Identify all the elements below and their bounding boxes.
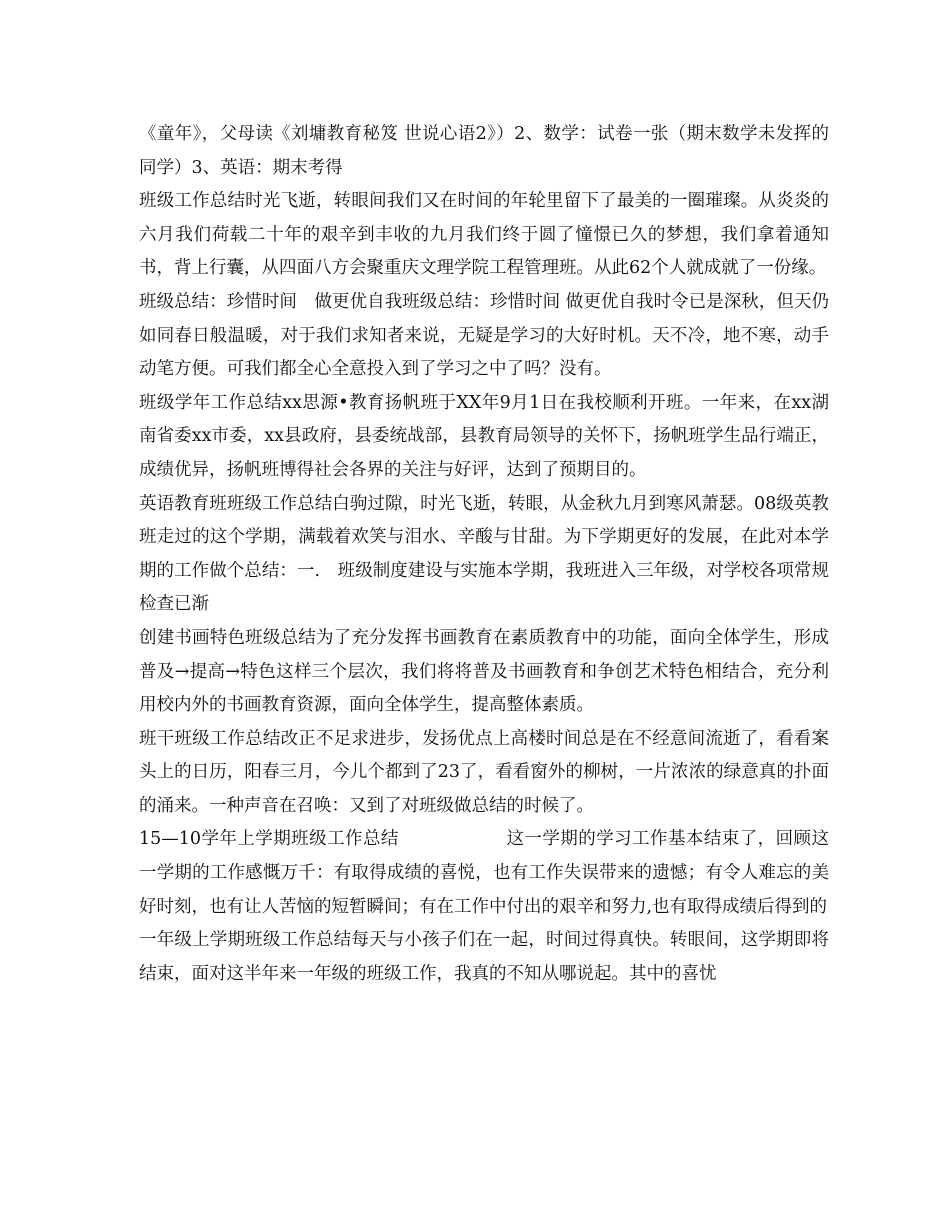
paragraph: 创建书画特色班级总结为了充分发挥书画教育在素质教育中的功能，面向全体学生，形成普及→提高→特色这样三个层次，我们将将普及书画教育和争创艺术特色相结合，充分利用校内外的书画教育资源，面向全体学生，提高整体素质。: [139, 627, 829, 716]
paragraph: 班级总结：珍惜时间 做更优自我班级总结：珍惜时间 做更优自我时令已是深秋，但天仍如同春日般温暖，对于我们求知者来说，无疑是学习的大好时机。天不冷，地不寒，动手动笔方便。可我们都全心全意投入到了学习之中了吗？没有。: [139, 291, 829, 380]
paragraph: 班干班级工作总结改正不足求进步，发扬优点上高楼时间总是在不经意间流逝了，看看案头上的日历，阳春三月，今儿个都到了23了，看看窗外的柳树，一片浓浓的绿意真的扑面的涌来。一种声音在召唤：又到了对班级做总结的时候了。: [139, 728, 829, 816]
paragraph: 15—10学年上学期班级工作总结 这一学期的学习工作基本结束了，回顾这一学期的工作感慨万千：有取得成绩的喜悦，也有工作失误带来的遗憾；有令人难忘的美好时刻，也有让人苦恼的短暂瞬间；有在工作中付出的艰辛和努力,也有取得成绩后得到的: [139, 829, 829, 917]
paragraph: 英语教育班班级工作总结白驹过隙，时光飞逝，转眼，从金秋九月到寒风萧瑟。08级英教班走过的这个学期，满载着欢笑与泪水、辛酸与甘甜。为下学期更好的发展，在此对本学期的工作做个总结：一. 班级制度建设与实施本学期，我班进入三年级，对学校各项常规检查已渐: [139, 493, 829, 615]
document-body: [139, 118, 829, 991]
paragraph: 一年级上学期班级工作总结每天与小孩子们在一起，时间过得真快。转眼间，这学期即将结束，面对这半年来一年级的班级工作，我真的不知从哪说起。其中的喜忧: [139, 930, 829, 984]
paragraph: 班级工作总结时光飞逝，转眼间我们又在时间的年轮里留下了最美的一圈璀璨。从炎炎的六月我们荷载二十年的艰辛到丰收的九月我们终于圆了憧憬已久的梦想，我们拿着通知书，背上行囊，从四面八方会聚重庆文理学院工程管理班。从此62个人就成就了一份缘。: [139, 191, 829, 279]
paragraph: 《童年》，父母读《刘墉教育秘笈 世说心语2》）2、数学：试卷一张（期末数学未发挥的同学）3、英语：期末考得: [139, 124, 829, 178]
paragraph: 班级学年工作总结xx思源•教育扬帆班于XX年9月1日在我校顺利开班。一年来，在xx湖南省委xx市委，xx县政府，县委统战部，县教育局领导的关怀下，扬帆班学生品行端正，成绩优异，扬帆班博得社会各界的关注与好评，达到了预期目的。: [139, 392, 829, 480]
